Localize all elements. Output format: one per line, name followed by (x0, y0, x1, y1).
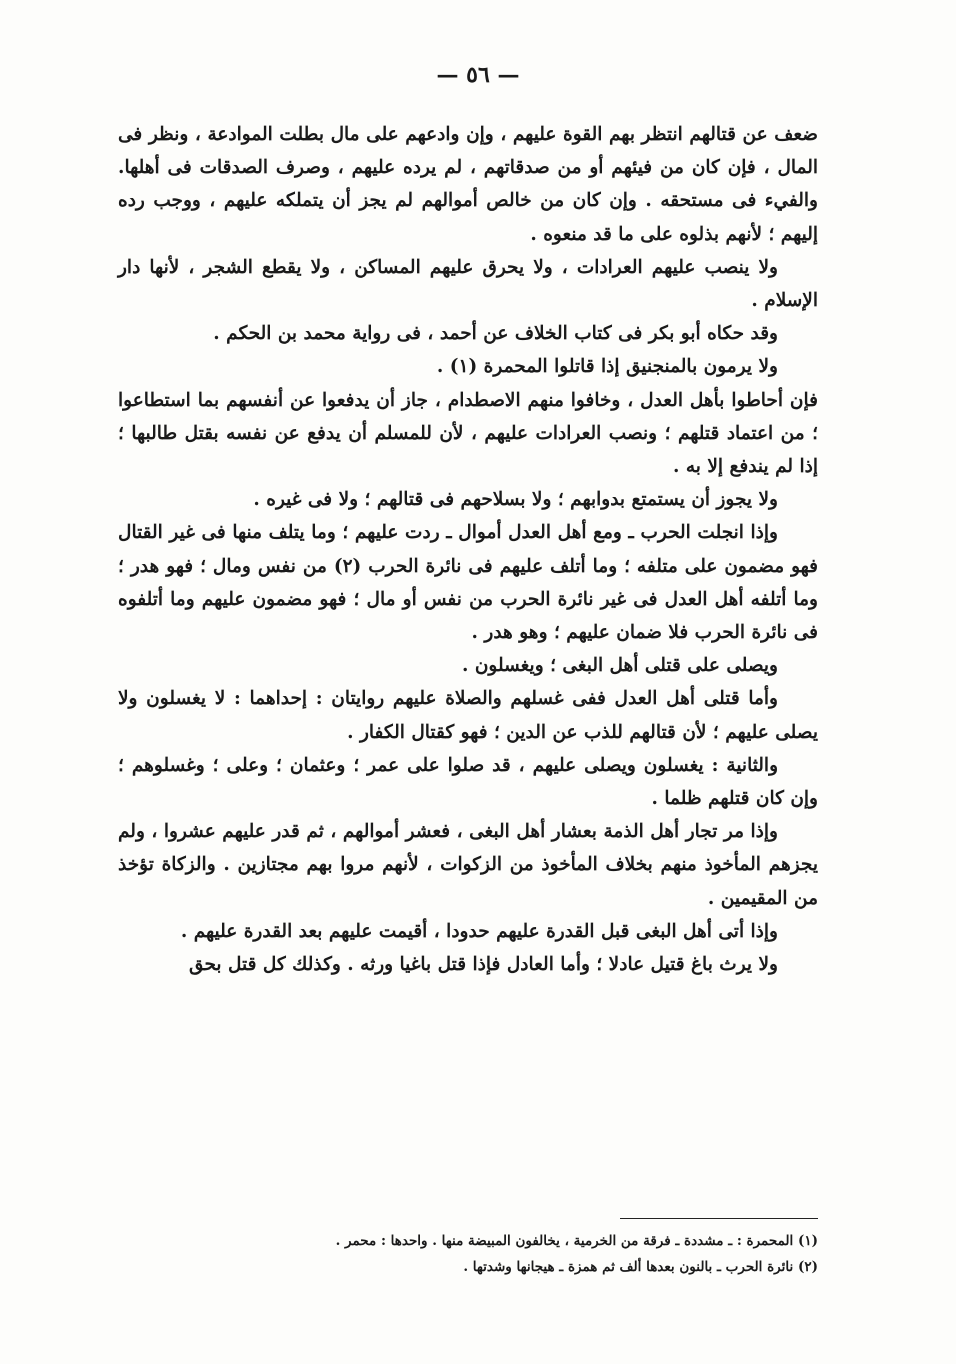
main-text (118, 118, 818, 981)
paragraph: ويصلى على قتلى أهل البغى ؛ ويغسلون . (461, 655, 778, 677)
paragraph: فإن أحاطوا بأهل العدل ، وخافوا منهم الاصطدام ، جاز أن يدفعوا عن أنفسهم بما استطاعوا ؛ من اعتماد قتلهم ؛ ونصب العرادات عليهم ، لأن للمسلم أن يدفع عن نفسه بقتل طالبها ؛ إذا لم يندفع إلا به . (118, 389, 818, 478)
paragraph: ولا يجوز أن يستمتع بدوابهم ؛ ولا بسلاحهم فى قتالهم ؛ ولا فى غيره . (253, 489, 778, 511)
paragraph: والثانية : يغسلون ويصلى عليهم ، قد صلوا على عمر ؛ وعثمان ؛ وعلى ؛ وغسلوهم ؛ وإن كان قتلهم ظلما . (118, 754, 818, 810)
paragraph: وإذا انجلت الحرب ـ ومع أهل العدل أموال ـ ردت عليهم ؛ وما يتلف منها فى غير القتال فهو مضمون على متلفه ؛ وما أتلف عليهم فى نائرة الحرب (٢) من نفس ومال ؛ فهو هدر ؛ وما أتلفه أهل العدل فى غير نائرة الحرب من نفس أو مال ؛ فهو مضمون عليهم وما أتلفوه فى نائرة الحرب فلا ضمان عليهم ؛ وهو هدر . (118, 522, 819, 644)
footnote: (١) المحمرة : ـ مشددة ـ فرقة من الخرمية ، يخالفون المبيضة منها . واحدها : محمر . (335, 1233, 818, 1249)
paragraph: وإذا مر تجار أهل الذمة بعشار أهل البغى ، فعشر أموالهم ، ثم قدر عليهم عشروا ، ولم يجزهم المأخوذ منهم بخلاف المأخوذ من الزكوات ، لأنهم مروا بهم مجتازين . والزكاة تؤخذ من المقيمين . (118, 821, 818, 909)
paragraph: ولا ينصب عليهم العرادات ، ولا يحرق عليهم المساكن ، ولا يقطع الشجر ، لأنها دار الإسلام . (118, 256, 818, 312)
footnotes (200, 1228, 818, 1280)
paragraph: وأما قتلى أهل العدل ففى غسلهم والصلاة عليهم روايتان : إحداهما : لا يغسلون ولا يصلى عليهم ؛ لأن قتالهم للذب عن الدين ؛ فهو كقتال الكفار . (118, 688, 818, 743)
paragraph: وإذا أتى أهل البغى قبل القدرة عليهم حدودا ، أقيمت عليهم بعد القدرة عليهم . (180, 920, 778, 942)
paragraph: ولا يرمون بالمنجنيق إذا قاتلوا المحمرة (١) . (436, 356, 778, 378)
page-number: — ٥٦ — (436, 62, 520, 88)
footnote-divider (620, 1218, 818, 1219)
paragraph: ضعف عن قتالهم انتظر بهم القوة عليهم ، وإن وادعهم على مال بطلت الموادعة ، ونظر فى المال ، فإن كان من فيئهم أو من صدقاتهم ، لم يرده عليهم ، وصرف الصدقات فى أهلها. والفيء فى مستحقه . وإن كان من خالص أموالهم لم يجز أن يتملكه عليهم ، ووجب رده إليهم ؛ لأنهم بذلوه على ما قد منعوه . (118, 124, 818, 245)
footnote: (٢) نائرة الحرب ـ بالنون بعدها ألف ثم همزة ـ هيجانها وشدتها . (463, 1259, 818, 1275)
paragraph: وقد حكاه أبو بكر فى كتاب الخلاف عن أحمد ، فى رواية محمد بن الحكم . (213, 323, 778, 345)
paragraph: ولا يرث باغ قتيل عادلا ؛ وأما العادل فإذا قتل باغيا ورثه . وكذلك كل قتل بحق (189, 954, 778, 976)
